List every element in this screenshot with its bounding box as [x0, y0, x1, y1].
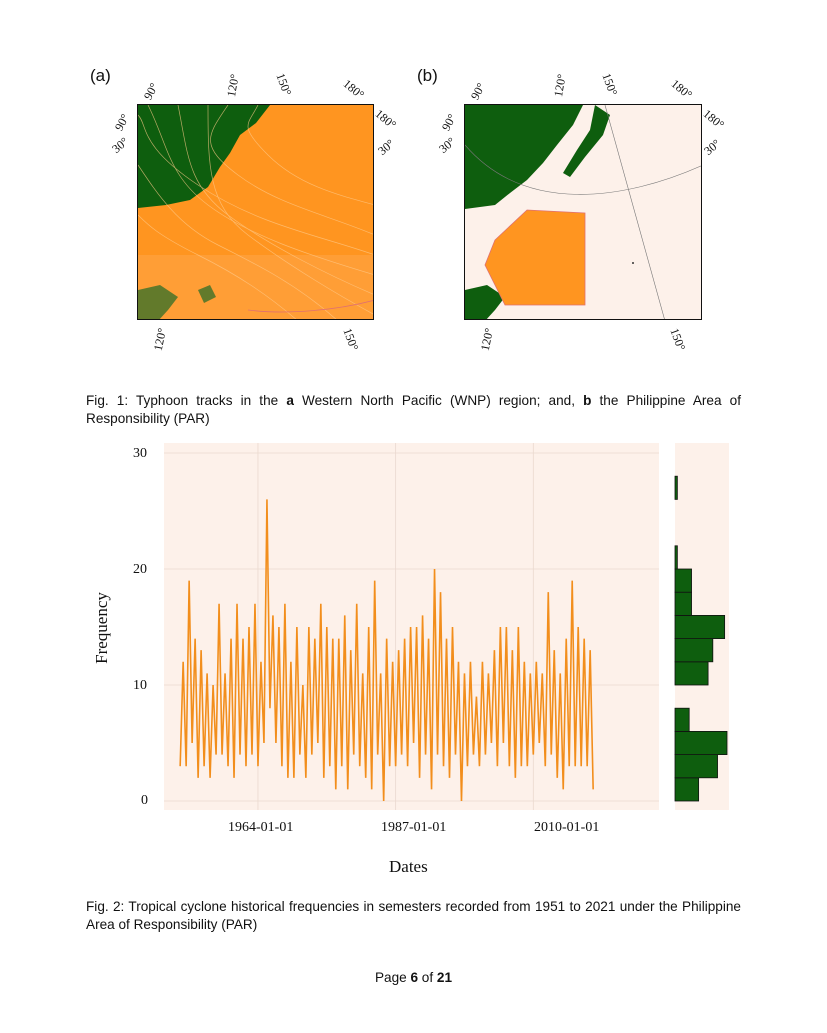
- histogram-bar-0: [675, 778, 699, 801]
- panel-a-lon-90-a: 90°: [140, 80, 162, 102]
- panel-a-lon-bottom-150: 150°: [340, 326, 362, 353]
- histogram-bar-12: [675, 639, 713, 662]
- panel-a-lat-left: 30°: [109, 134, 132, 156]
- footer-current-page: 6: [410, 970, 419, 985]
- footer-prefix: Page: [374, 970, 411, 985]
- histogram-bar-2: [675, 755, 718, 778]
- panel-a-lon-90-b: 90°: [111, 111, 133, 133]
- histogram-bar-20: [675, 546, 677, 569]
- plot-background: [164, 443, 659, 810]
- series-line-frequency: [180, 499, 593, 801]
- panel-a-label: (a): [90, 66, 111, 85]
- panel-a-lon-bottom-120: 120°: [150, 326, 170, 353]
- panel-b-label: (b): [417, 66, 438, 85]
- panel-b-lon-90-a: 90°: [467, 80, 489, 102]
- x-axis-title: Dates: [389, 857, 428, 876]
- y-axis-title: Frequency: [91, 592, 111, 664]
- map-panel-b: [464, 104, 702, 320]
- y-tick-20: 20: [133, 562, 147, 577]
- panel-b-lon-bottom-150: 150°: [667, 326, 689, 353]
- panel-a-lon-150: 150°: [273, 71, 295, 98]
- panel-a-lon-120: 120°: [224, 72, 242, 98]
- histogram-bar-18: [675, 569, 692, 592]
- footer-total-pages: 21: [436, 970, 453, 985]
- panel-a-lat-right: 30°: [375, 136, 398, 158]
- panel-b-lon-90-b: 90°: [438, 111, 460, 133]
- panel-b-lon-180-b: 180°: [700, 106, 727, 132]
- grid-lines: [164, 443, 659, 810]
- histogram-bars: [675, 476, 727, 801]
- panel-b-lon-150: 150°: [599, 71, 621, 98]
- fig1-caption-mid: Western North Pacific (WNP) region; and,: [293, 393, 584, 408]
- map-a-svg: [138, 105, 374, 320]
- panel-a-lon-180-b: 180°: [372, 106, 399, 132]
- histogram-bar-10: [675, 662, 708, 685]
- histogram-bar-16: [675, 592, 692, 615]
- panel-a-lon-180-a: 180°: [340, 76, 367, 102]
- histogram-background: [675, 443, 729, 810]
- map-b-svg: [465, 105, 702, 320]
- panel-b-lat-right: 30°: [701, 136, 724, 158]
- histogram-bar-26: [675, 476, 677, 499]
- histogram-bar-6: [675, 708, 689, 731]
- page-footer: [0, 970, 827, 985]
- fig1-caption-suffix: the Philippine Area of Responsibility (PAR): [86, 393, 741, 426]
- panel-b-lon-180-a: 180°: [668, 76, 695, 102]
- fig1-caption-b: b: [583, 393, 592, 408]
- figure2-caption: Fig. 2: Tropical cyclone historical frequencies in semesters recorded from 1951 to 2021 under the Philippine Area of Responsibility (PAR): [86, 899, 741, 932]
- panel-b-lat-left: 30°: [436, 134, 459, 156]
- panel-b-lon-120: 120°: [551, 72, 569, 98]
- x-tick-1987: 1987-01-01: [381, 820, 447, 835]
- fig1-caption-prefix: Fig. 1: Typhoon tracks in the: [86, 393, 287, 408]
- y-tick-10: 10: [133, 678, 147, 693]
- histogram-bar-4: [675, 731, 727, 754]
- x-tick-2010: 2010-01-01: [534, 820, 600, 835]
- fig1-caption-a: a: [286, 393, 294, 408]
- figure1-caption: [86, 392, 741, 428]
- panel-b-lon-bottom-120: 120°: [477, 326, 497, 353]
- histogram-bar-14: [675, 615, 725, 638]
- y-tick-0: 0: [141, 793, 148, 808]
- y-tick-30: 30: [133, 446, 147, 461]
- x-tick-1964: 1964-01-01: [228, 820, 294, 835]
- footer-middle: of: [418, 970, 437, 985]
- map-panel-a: [137, 104, 374, 320]
